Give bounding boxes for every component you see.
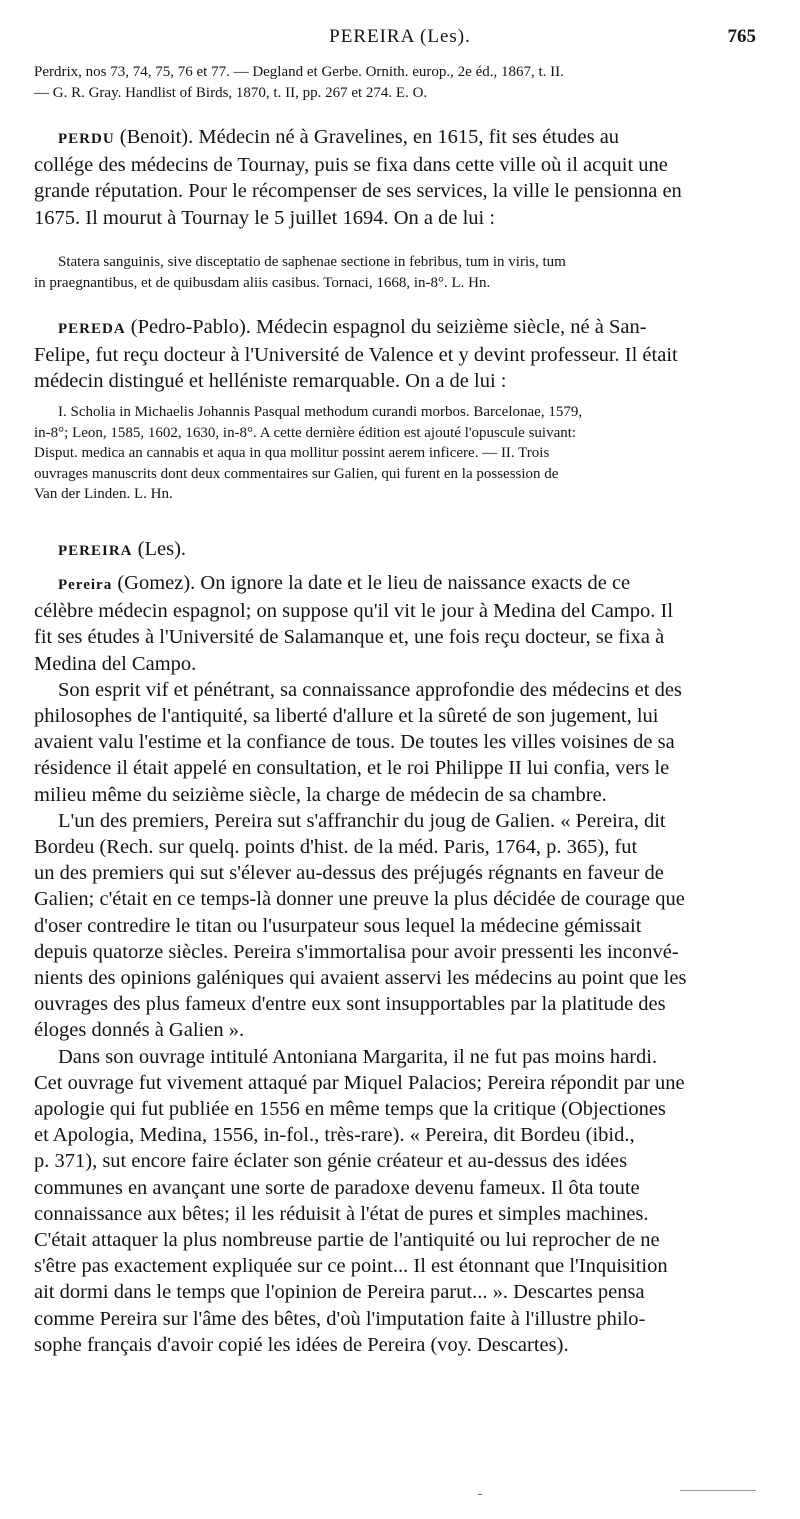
article-text: connaissance aux bêtes; il les réduisit à l'état de pures et simples machines. xyxy=(34,1202,649,1225)
article-text: (Benoit). Médecin né à Gravelines, en 1615, fit ses études au xyxy=(119,126,620,148)
article-text: (Gomez). On ignore la date et le lieu de naissance exacts de ce xyxy=(117,572,631,594)
reference-line: — G. R. Gray. Handlist of Birds, 1870, t. II, pp. 267 et 274. E. O. xyxy=(34,84,428,101)
article-perdu xyxy=(34,124,766,231)
bibliography-line: in-8°; Leon, 1585, 1602, 1630, in-8°. A cette dernière édition est ajouté l'opuscule suivant: xyxy=(34,424,577,441)
article-text: comme Pereira sur l'âme des bêtes, d'où l'imputation faite à l'illustre philo- xyxy=(34,1307,646,1330)
headword: PEREDA xyxy=(58,321,126,337)
headword: PERDU xyxy=(58,131,115,147)
running-header xyxy=(0,26,800,50)
article-text: ait dormi dans le temps que l'opinion de Pereira parut... ». Descartes pensa xyxy=(34,1281,645,1304)
article-text: et Apologia, Medina, 1556, in-fol., très-rare). « Pereira, dit Bordeu (ibid., xyxy=(34,1124,635,1147)
article-text: Felipe, fut reçu docteur à l'Université de Valence et y devint professeur. Il était xyxy=(34,344,678,367)
previous-article-references xyxy=(34,62,766,103)
article-text: Medina del Campo. xyxy=(34,652,197,675)
article-text: avaient valu l'estime et la confiance de tous. De toutes les villes voisines de sa xyxy=(34,731,675,754)
article-text: collége des médecins de Tournay, puis se fixa dans cette ville où il acquit une xyxy=(34,154,668,177)
article-text: nients des opinions galéniques qui avaient asservi les médecins au point que les xyxy=(34,967,687,990)
bibliography-line: Van der Linden. L. Hn. xyxy=(34,486,173,502)
article-text: Cet ouvrage fut vivement attaqué par Miquel Palacios; Pereira répondit par une xyxy=(34,1071,685,1094)
article-text: apologie qui fut publiée en 1556 en même temps que la critique (Objectiones xyxy=(34,1098,666,1121)
bibliography-perdu xyxy=(34,252,766,293)
article-text: Bordeu (Rech. sur quelq. points d'hist. de la méd. Paris, 1764, p. 365), fut xyxy=(34,836,638,859)
article-text: 1675. Il mourut à Tournay le 5 juillet 1694. On a de lui : xyxy=(34,206,496,229)
article-text: médecin distingué et helléniste remarquable. On a de lui : xyxy=(34,370,507,393)
article-text: sophe français d'avoir copié les idées de Pereira (voy. Descartes). xyxy=(34,1333,569,1356)
article-text: ouvrages des plus fameux d'entre eux sont insupportables par la platitude des xyxy=(34,993,666,1016)
article-text: Son esprit vif et pénétrant, sa connaissance approfondie des médecins et des xyxy=(58,678,682,701)
headword: Pereira xyxy=(58,577,113,593)
bibliography-pereda xyxy=(34,402,766,505)
reference-line: Perdrix, nos 73, 74, 75, 76 et 77. — Degland et Gerbe. Ornith. europ., 2e éd., 1867, t. II. xyxy=(34,64,564,80)
section-heading-pereira xyxy=(34,536,766,564)
article-text: célèbre médecin espagnol; on suppose qu'il vit le jour à Medina del Campo. Il xyxy=(34,600,674,623)
running-title: PEREIRA (Les). xyxy=(329,26,471,47)
article-text: depuis quatorze siècles. Pereira s'immortalisa pour avoir pressenti les inconvé- xyxy=(34,940,679,963)
headword: PEREIRA xyxy=(58,543,133,559)
scan-mark xyxy=(680,1490,756,1491)
bibliography-line: Statera sanguinis, sive disceptatio de saphenae sectione in febribus, tum in viris, tum xyxy=(58,254,566,270)
article-text: Galien; c'était en ce temps-là donner une preuve la plus décidée de courage que xyxy=(34,888,685,911)
article-text: p. 371), sut encore faire éclater son génie créateur et au-dessus des idées xyxy=(34,1150,628,1173)
article-text: communes en avançant une sorte de paradoxe devenu fameux. Il ôta toute xyxy=(34,1176,640,1199)
scan-mark xyxy=(478,1494,482,1495)
article-text: d'oser contredire le titan ou l'usurpateur sous lequel la médecine gémissait xyxy=(34,914,642,937)
article-text: s'être pas exactement expliquée sur ce point... Il est étonnant que l'Inquisition xyxy=(34,1255,668,1278)
article-text: grande réputation. Pour le récompenser de ses services, la ville le pensionna en xyxy=(34,180,682,203)
article-text: philosophes de l'antiquité, sa liberté d'allure et la sûreté de son jugement, lui xyxy=(34,705,659,728)
bibliography-line: ouvrages manuscrits dont deux commentaires sur Galien, qui furent en la possession de xyxy=(34,465,559,482)
article-text: Dans son ouvrage intitulé Antoniana Margarita, il ne fut pas moins hardi. xyxy=(58,1045,658,1068)
page-number: 765 xyxy=(727,26,756,47)
article-text: un des premiers qui sut s'élever au-dessus des préjugés régnants en faveur de xyxy=(34,862,664,885)
article-text: éloges donnés à Galien ». xyxy=(34,1019,245,1042)
article-text: C'était attaquer la plus nombreuse partie de l'antiquité ou lui reprocher de ne xyxy=(34,1229,660,1252)
heading-suffix: (Les). xyxy=(137,538,187,560)
article-text: L'un des premiers, Pereira sut s'affranchir du joug de Galien. « Pereira, dit xyxy=(58,809,666,832)
article-pereda xyxy=(34,314,766,395)
bibliography-line: I. Scholia in Michaelis Johannis Pasqual methodum curandi morbos. Barcelonae, 1579, xyxy=(58,404,583,420)
bibliography-line: Disput. medica an cannabis et aqua in qua mollitur possint aerem inficere. — II. Trois xyxy=(34,445,550,461)
article-pereira-gomez xyxy=(34,570,766,1358)
article-text: résidence il était appelé en consultation, et le roi Philippe II lui confia, vers le xyxy=(34,757,670,780)
bibliography-line: in praegnantibus, et de quibusdam aliis casibus. Tornaci, 1668, in-8°. L. Hn. xyxy=(34,274,491,291)
article-text: fit ses études à l'Université de Salamanque et, une fois reçu docteur, se fixa à xyxy=(34,626,665,649)
article-text: milieu même du seizième siècle, la charge de médecin de sa chambre. xyxy=(34,783,607,806)
article-text: (Pedro-Pablo). Médecin espagnol du seizième siècle, né à San- xyxy=(130,316,647,338)
